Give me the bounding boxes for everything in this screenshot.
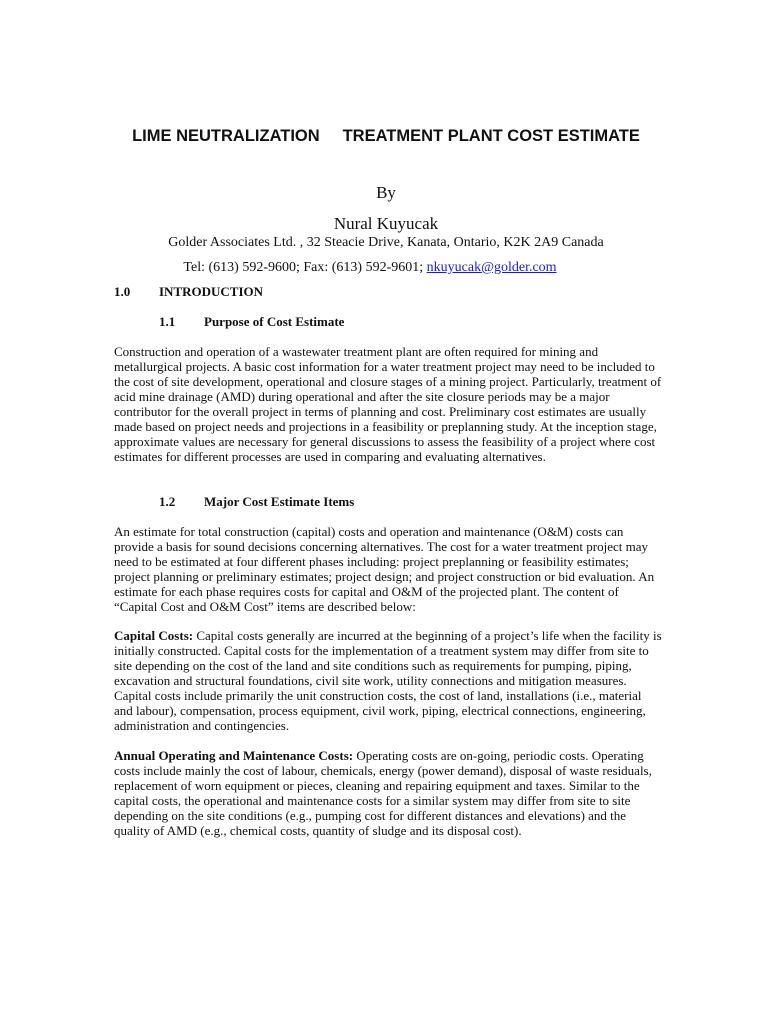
subsection-heading: Purpose of Cost Estimate bbox=[204, 314, 345, 329]
contact-line bbox=[0, 260, 740, 276]
by-line: By bbox=[376, 183, 396, 202]
om-costs-text: Operating costs are on-going, periodic costs. Operating costs include mainly the cost of labour, chemicals, energy (power demand), disposal of waste residuals, replacement of worn equipment or pieces, cleaning and repairing equipment and taxes. Similar to the capital costs, the operational and maintenance costs for a similar system may differ from site to site depending on the site conditions (e.g., pumping cost for different distances and elevations) and the quality of AMD (e.g., chemical costs, quantity of sludge and its disposal cost). bbox=[114, 748, 652, 839]
email-link[interactable]: nkuyucak@golder.com bbox=[426, 260, 557, 275]
subsection-heading: Major Cost Estimate Items bbox=[204, 494, 355, 509]
capital-costs-paragraph bbox=[114, 628, 662, 733]
section-heading: INTRODUCTION bbox=[159, 284, 264, 299]
document-title: LIME NEUTRALIZATION TREATMENT PLANT COST ESTIMATE bbox=[132, 127, 640, 145]
capital-costs-label: Capital Costs: bbox=[114, 628, 194, 643]
contact-phone-fax: Tel: (613) 592-9600; Fax: (613) 592-9601; bbox=[183, 260, 427, 275]
capital-costs-text: Capital costs generally are incurred at the beginning of a project’s life when the facility is initially constructed. Capital costs for the implementation of a treatment system may differ from site to site depending on the cost of the land and site conditions such as requirements for pumping, piping, excavation and structural foundations, civil site work, utility connections and mitigation measures. Capital costs include primarily the unit construction costs, the cost of land, installations (i.e., material and labour), compensation, process equipment, civil work, piping, electrical connections, engineering, administration and contingencies. bbox=[114, 628, 662, 734]
om-costs-paragraph bbox=[114, 748, 662, 838]
purpose-paragraph: Construction and operation of a wastewater treatment plant are often required for mining and metallurgical projects. A basic cost information for a water treatment project may need to be included to the cost of site development, operational and closure stages of a mining project. Particularly, treatment of acid mine drainage (AMD) during operational and after the site closure periods may be a major contributor for the overall project in terms of planning and cost. Preliminary cost estimates are usually made based on project needs and projections in a feasibility or preplanning study. At the inception stage, approximate values are necessary for general discussions to assess the feasibility of a project where cost estimates for different processes are used in comparing and evaluating alternatives. bbox=[114, 344, 662, 465]
subsection-number: 1.1 bbox=[159, 314, 176, 329]
subsection-number: 1.2 bbox=[159, 494, 176, 509]
section-number: 1.0 bbox=[114, 284, 131, 299]
cost-items-paragraph: An estimate for total construction (capital) costs and operation and maintenance (O&M) costs can provide a basis for sound decisions concerning alternatives. The cost for a water treatment project may need to be estimated at four different phases including: project preplanning or feasibility estimates; project planning or preliminary estimates; project design; and project construction or bid evaluation. An estimate for each phase requires costs for capital and O&M of the projected plant. The content of “Capital Cost and O&M Cost” items are described below: bbox=[114, 524, 655, 615]
author-affiliation: Golder Associates Ltd. , 32 Steacie Drive, Kanata, Ontario, K2K 2A9 Canada bbox=[168, 235, 604, 250]
author-name: Nural Kuyucak bbox=[333, 214, 439, 233]
om-costs-label: Annual Operating and Maintenance Costs: bbox=[114, 748, 354, 763]
